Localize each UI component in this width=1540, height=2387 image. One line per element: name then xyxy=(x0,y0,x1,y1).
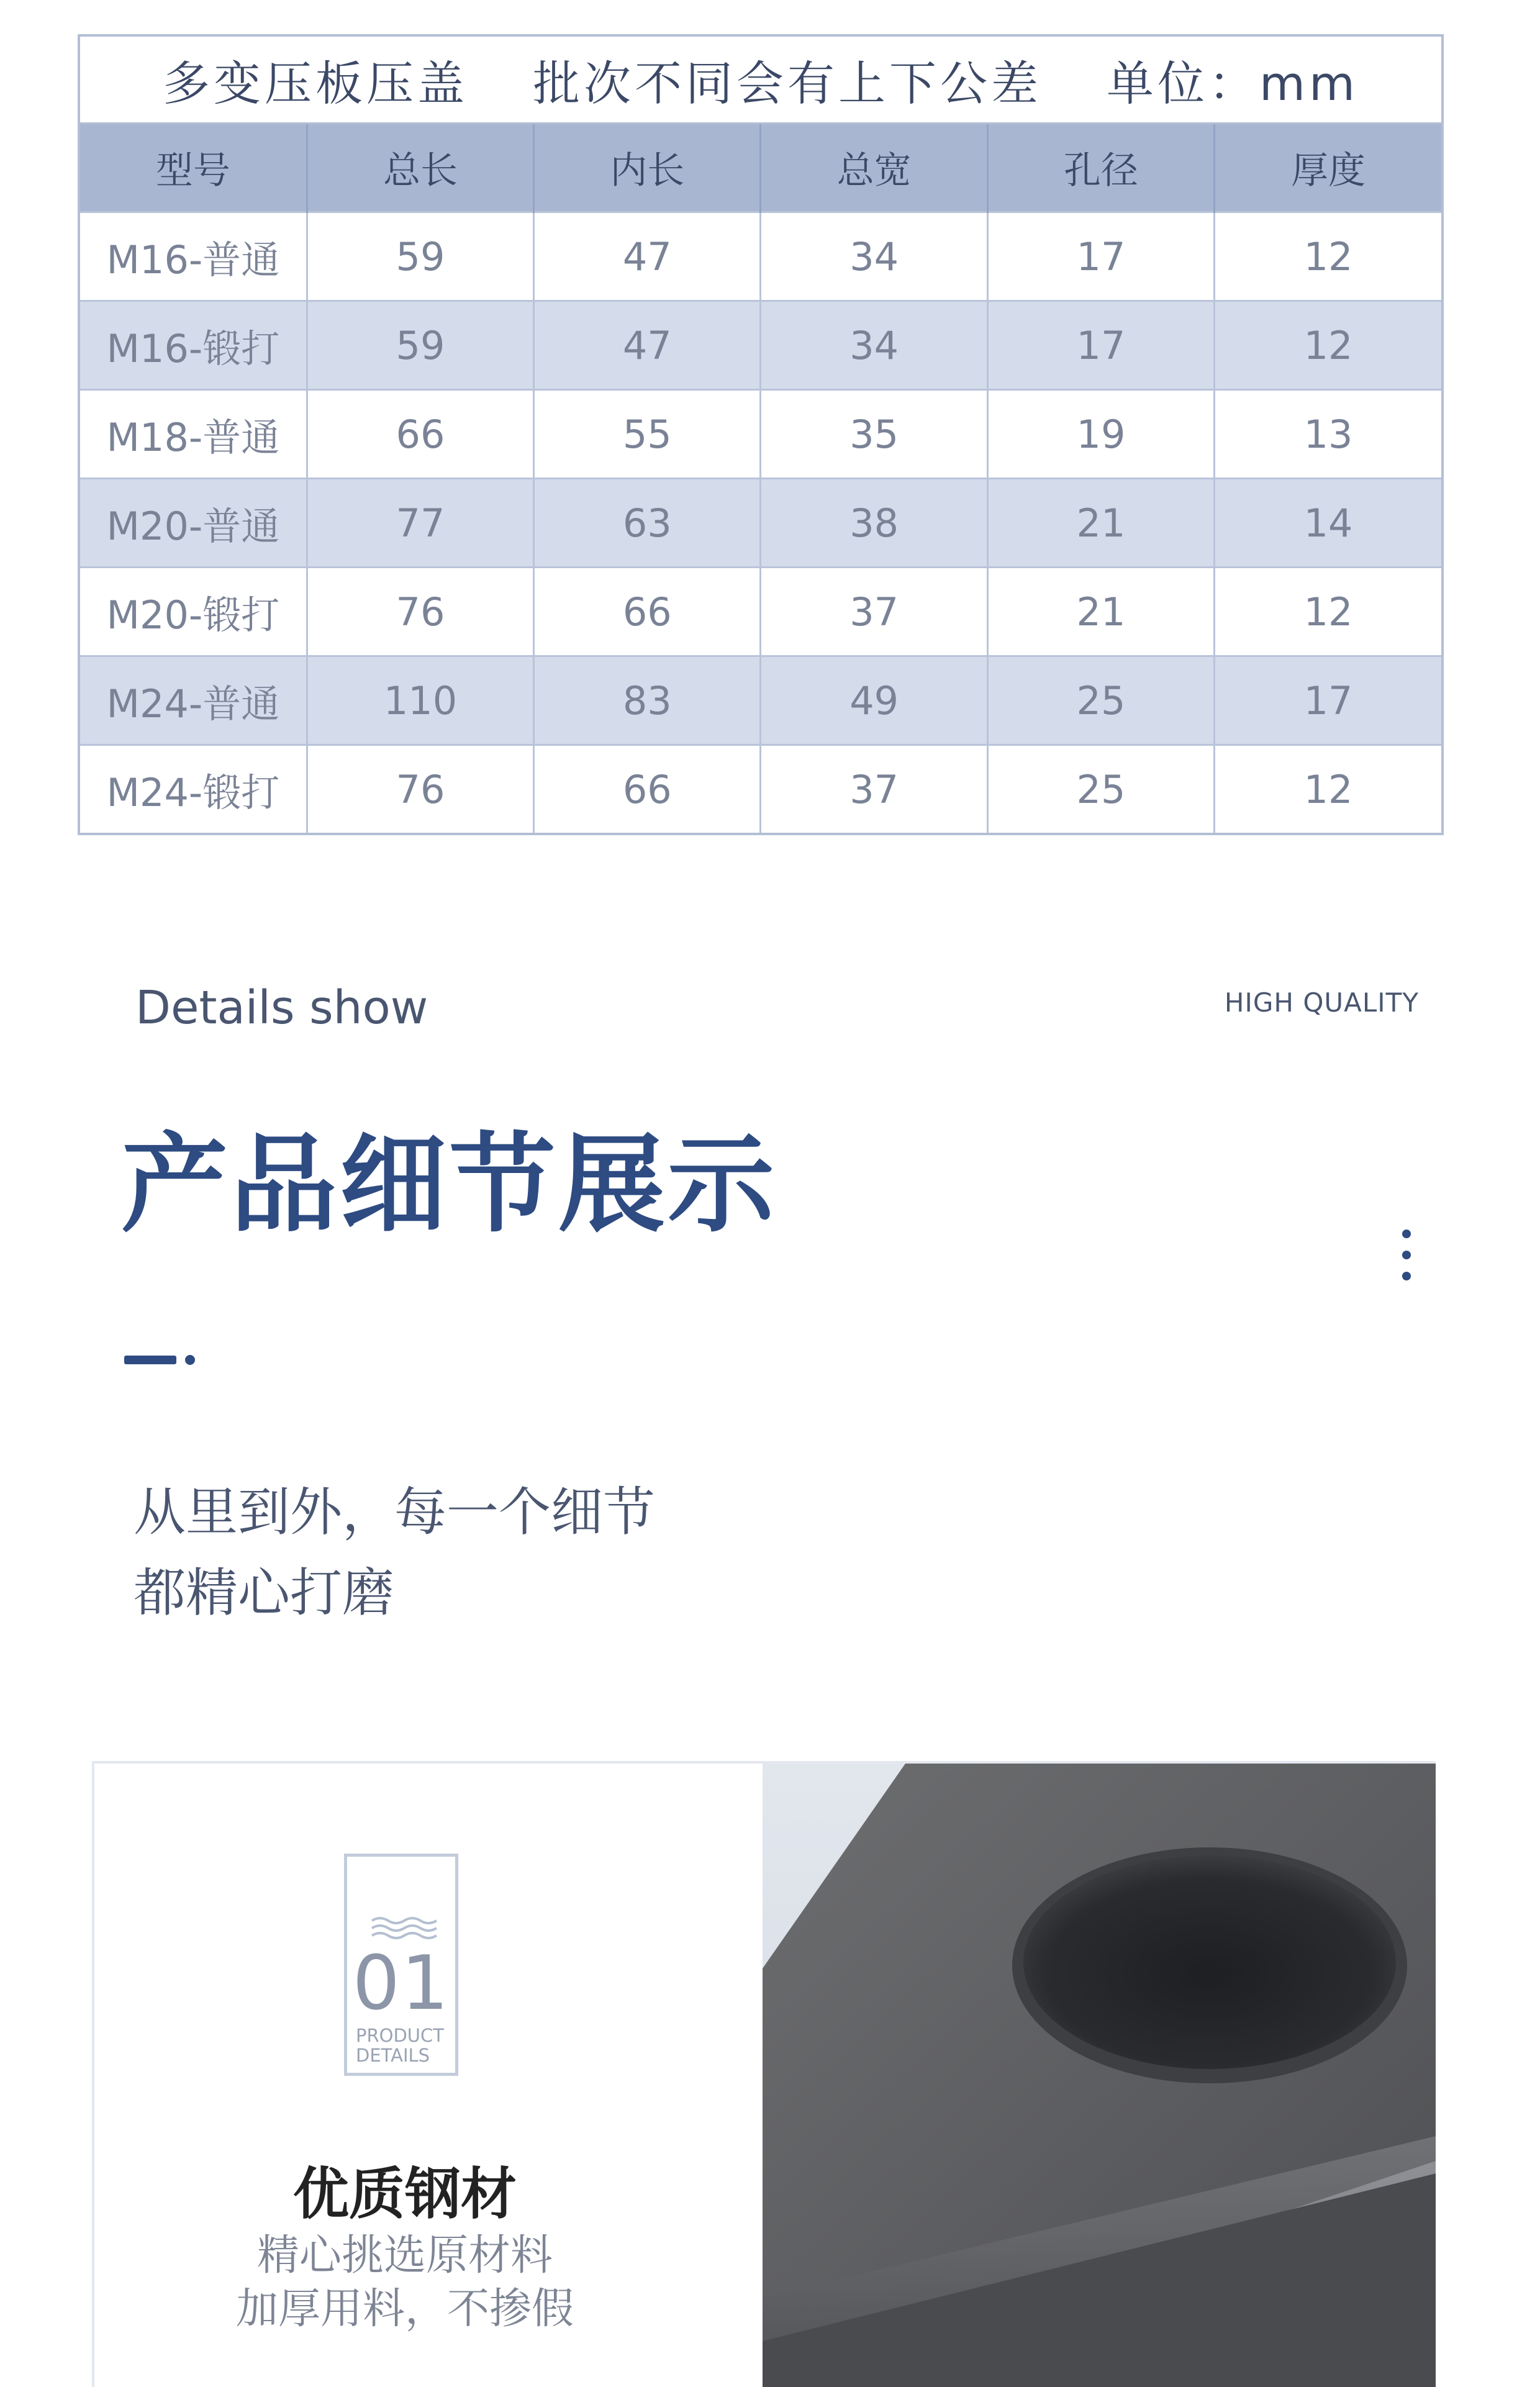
cell-total-length: 77 xyxy=(307,479,533,568)
table-body xyxy=(80,212,1441,833)
cell-model: M16-普通 xyxy=(80,212,307,301)
cell-total-width: 35 xyxy=(761,390,987,479)
table-row xyxy=(80,390,1441,479)
product-photo-panel xyxy=(763,1764,1436,2387)
details-label: Details show xyxy=(135,981,428,1035)
col-header-hole-diameter: 孔径 xyxy=(987,124,1214,212)
col-header-inner-length: 内长 xyxy=(534,124,761,212)
col-header-thickness: 厚度 xyxy=(1215,124,1441,212)
table-row xyxy=(80,656,1441,745)
cell-model: M20-普通 xyxy=(80,479,307,568)
cell-thickness: 12 xyxy=(1215,212,1441,301)
cell-inner-length: 66 xyxy=(534,745,761,833)
table-row xyxy=(80,212,1441,301)
cell-inner-length: 83 xyxy=(534,656,761,745)
table-header-row xyxy=(80,124,1441,212)
spec-table xyxy=(78,34,1444,835)
cell-model: M24-锻打 xyxy=(80,745,307,833)
cell-total-width: 37 xyxy=(761,568,987,656)
cell-hole-diameter: 19 xyxy=(987,390,1214,479)
title-underline-decoration xyxy=(124,1355,195,1365)
col-header-total-length: 总长 xyxy=(307,124,533,212)
cell-total-width: 38 xyxy=(761,479,987,568)
cell-total-length: 66 xyxy=(307,390,533,479)
cell-thickness: 13 xyxy=(1215,390,1441,479)
cell-total-width: 37 xyxy=(761,745,987,833)
cell-inner-length: 55 xyxy=(534,390,761,479)
feature-number-badge xyxy=(344,1854,458,2076)
feature-badge-caption xyxy=(356,2026,444,2065)
feature-desc-line-2: 加厚用料，不掺假 xyxy=(235,2285,574,2334)
cell-total-length: 110 xyxy=(307,656,533,745)
spec-table-title xyxy=(80,37,1441,124)
cell-total-length: 76 xyxy=(307,568,533,656)
cell-model: M18-普通 xyxy=(80,390,307,479)
table-row xyxy=(80,301,1441,390)
cell-model: M24-普通 xyxy=(80,656,307,745)
cell-inner-length: 47 xyxy=(534,212,761,301)
cell-inner-length: 66 xyxy=(534,568,761,656)
high-quality-tag: HIGH QUALITY xyxy=(1224,987,1419,1018)
cell-thickness: 12 xyxy=(1215,568,1441,656)
vertical-dots-icon xyxy=(1402,1230,1415,1293)
cell-inner-length: 63 xyxy=(534,479,761,568)
cell-hole-diameter: 17 xyxy=(987,301,1214,390)
cell-total-width: 34 xyxy=(761,212,987,301)
feature-title: 优质钢材 xyxy=(293,2162,517,2227)
cell-thickness: 12 xyxy=(1215,745,1441,833)
slogan-line-1: 从里到外，每一个细节 xyxy=(134,1482,656,1542)
cell-hole-diameter: 17 xyxy=(987,212,1214,301)
cell-inner-length: 47 xyxy=(534,301,761,390)
table-row xyxy=(80,745,1441,833)
steel-plate-photo xyxy=(763,1764,1436,2387)
cell-thickness: 17 xyxy=(1215,656,1441,745)
cell-hole-diameter: 25 xyxy=(987,745,1214,833)
table-row xyxy=(80,568,1441,656)
feature-number: 01 xyxy=(352,1941,450,2027)
cell-hole-diameter: 25 xyxy=(987,656,1214,745)
col-header-model: 型号 xyxy=(80,124,307,212)
col-header-total-width: 总宽 xyxy=(761,124,987,212)
feature-card xyxy=(92,1761,1436,2387)
slogan-line-2: 都精心打磨 xyxy=(134,1562,395,1623)
feature-text-panel xyxy=(94,1764,763,2387)
product-name: 多变压板压盖 xyxy=(162,55,468,111)
cell-thickness: 14 xyxy=(1215,479,1441,568)
cell-hole-diameter: 21 xyxy=(987,568,1214,656)
cell-total-width: 49 xyxy=(761,656,987,745)
spec-grid xyxy=(80,124,1441,833)
cell-thickness: 12 xyxy=(1215,301,1441,390)
cell-total-length: 59 xyxy=(307,212,533,301)
tolerance-note: 批次不同会有上下公差 xyxy=(532,55,1042,111)
cell-model: M20-锻打 xyxy=(80,568,307,656)
cell-total-length: 59 xyxy=(307,301,533,390)
cell-hole-diameter: 21 xyxy=(987,479,1214,568)
badge-caption-line-1: PRODUCT xyxy=(356,2025,444,2046)
badge-caption-line-2: DETAILS xyxy=(356,2045,430,2066)
waves-icon xyxy=(371,1916,438,1941)
section-title: 产品细节展示 xyxy=(121,1122,777,1247)
feature-desc-line-1: 精心挑选原材料 xyxy=(256,2231,553,2280)
cell-total-length: 76 xyxy=(307,745,533,833)
section-slogan xyxy=(134,1472,655,1633)
cell-total-width: 34 xyxy=(761,301,987,390)
feature-description xyxy=(94,2229,715,2336)
table-row xyxy=(80,479,1441,568)
unit-note: 单位：mm xyxy=(1106,55,1359,111)
cell-model: M16-锻打 xyxy=(80,301,307,390)
